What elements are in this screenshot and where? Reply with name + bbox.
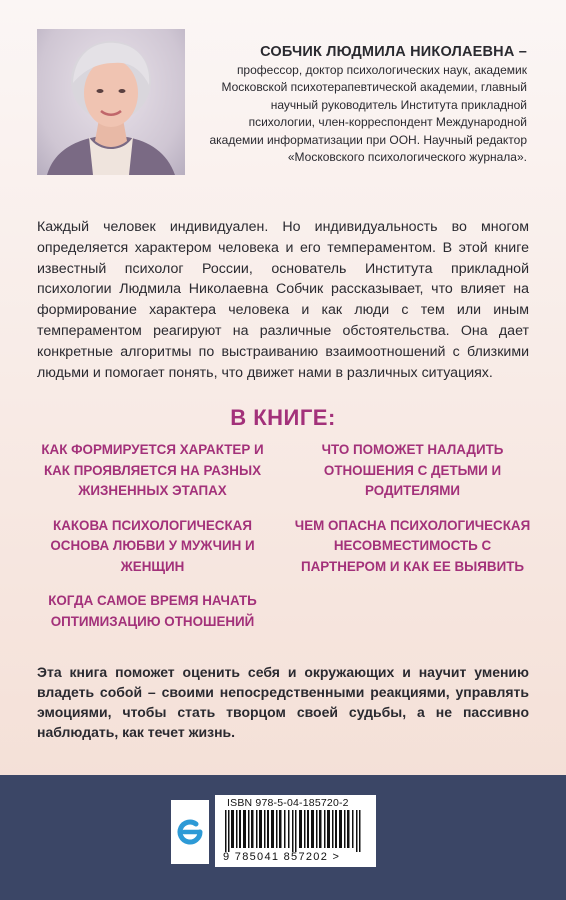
- author-info: [207, 44, 527, 167]
- publisher-logo-icon: [171, 800, 209, 864]
- author-portrait: [37, 29, 185, 175]
- barcode-digits: 9 785041 857202 >: [223, 851, 341, 863]
- book-point: КАКОВА ПСИХОЛОГИЧЕСКАЯ ОСНОВА ЛЮБВИ У МУЖЧИН И ЖЕНЩИН: [50, 517, 255, 574]
- author-name: СОБЧИК ЛЮДМИЛА НИКОЛАЕВНА –: [260, 44, 527, 60]
- book-description: Каждый человек индивидуален. Но индивидуальность во многом определяется характером человека и его темпераментом. В этой книге известный психолог России, основатель Института прикладной психологии Людмила Николаевна Собчик рассказывает, что влияет на формирование характера человека и как люди с тем или иным темпераментом реагируют на различные обстоятельства. Она дает конкретные алгоритмы по выстраиванию взаимоотношений с близкими людьми и помогает понять, что движет нами в различных ситуациях.: [37, 219, 529, 381]
- closing-text: Эта книга поможет оценить себя и окружающих и научит умению владеть собой – своими непосредственными реакциями, управлять эмоциями, чтобы стать творцом своей судьбы, а не пассивно наблюдать, как течет жизнь.: [37, 664, 529, 740]
- book-point: КОГДА САМОЕ ВРЕМЯ НАЧАТЬ ОПТИМИЗАЦИЮ ОТНОШЕНИЙ: [48, 593, 257, 629]
- points-left-column: [30, 440, 275, 646]
- section-title: В КНИГЕ:: [230, 405, 336, 430]
- book-point: ЧЕМ ОПАСНА ПСИХОЛОГИЧЕСКАЯ НЕСОВМЕСТИМОСТЬ С ПАРТНЕРОМ И КАК ЕЕ ВЫЯВИТЬ: [294, 517, 531, 574]
- isbn-text: ISBN 978-5-04-185720-2: [227, 797, 349, 809]
- barcode-bars: [225, 810, 366, 852]
- book-point: ЧТО ПОМОЖЕТ НАЛАДИТЬ ОТНОШЕНИЯ С ДЕТЬМИ И РОДИТЕЛЯМИ: [321, 442, 504, 498]
- book-point: КАК ФОРМИРУЕТСЯ ХАРАКТЕР И КАК ПРОЯВЛЯЕТСЯ НА РАЗНЫХ ЖИЗНЕННЫХ ЭТАПАХ: [41, 442, 264, 498]
- author-bio: профессор, доктор психологических наук, академик Московской психотерапевтической академии, главный научный руководитель Института прикладной психологии, член-корреспондент Международной академии информатизации при ООН. Научный редактор «Московского психологического журнала».: [209, 62, 527, 164]
- book-points: [30, 440, 535, 646]
- points-right-column: [290, 440, 535, 646]
- barcode: [215, 795, 376, 867]
